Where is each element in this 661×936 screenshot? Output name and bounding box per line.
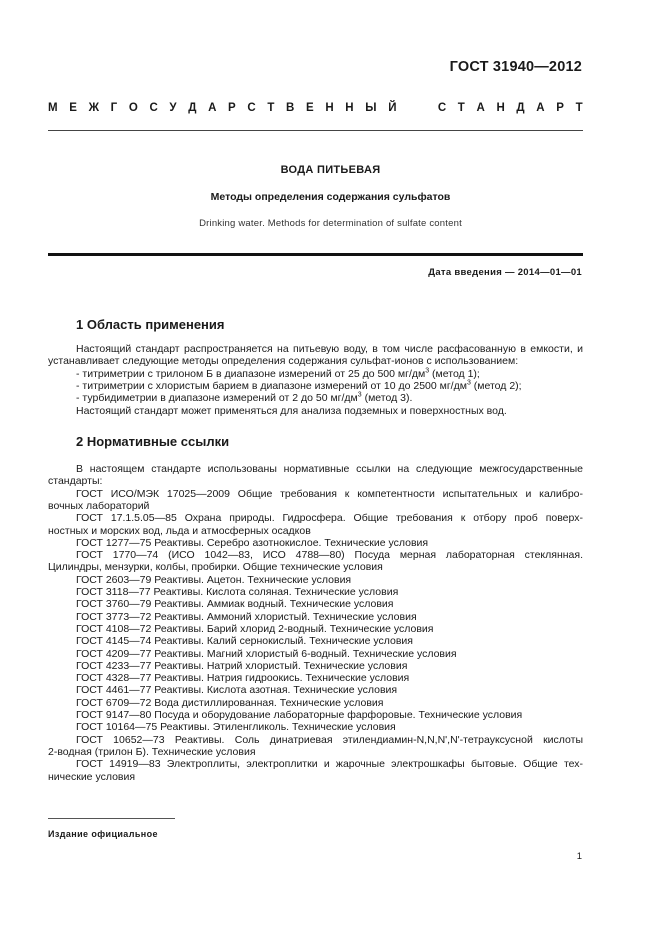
document-title: ВОДА ПИТЬЕВАЯ <box>280 164 381 176</box>
banner-letter: Т <box>457 102 465 114</box>
reference-line: ГОСТ 4233—77 Реактивы. Натрий хлористый. Технические условия <box>76 659 408 672</box>
banner-letter: Н <box>345 102 354 114</box>
footer-divider <box>48 818 175 819</box>
reference-line: ностных и морских вод, льда и атмосферных осадков <box>48 524 311 537</box>
reference-line: ГОСТ 9147—80 Посуда и оборудование лабораторные фарфоровые. Технические условия <box>76 709 523 721</box>
reference-line: ГОСТ 4461—77 Реактивы. Кислота азотная. Технические условия <box>76 684 398 697</box>
banner-letter: Н <box>325 102 334 114</box>
reference-line: ГОСТ 4209—77 Реактивы. Магний хлористый 6-водный. Технические условия <box>76 647 457 660</box>
body-line: Настоящий стандарт может применяться для анализа подземных и поверхностных вод. <box>76 404 507 417</box>
reference-line: ГОСТ ИСО/МЭК 17025—2009 Общие требования к компетентности испытательных и калибро- <box>76 487 583 500</box>
banner-letter: В <box>286 102 295 114</box>
banner-letter <box>423 102 426 114</box>
document-id: ГОСТ 31940—2012 <box>449 59 582 75</box>
reference-line: ГОСТ 14919—83 Электроплиты, электроплитки и жарочные электрошкафы бытовые. Общие тех- <box>76 758 583 771</box>
official-edition-label: Издание официальное <box>48 829 158 839</box>
introduction-date: Дата введения — 2014—01—01 <box>428 267 582 278</box>
body-line: стандарты: <box>48 475 103 488</box>
banner-letter: С <box>437 102 447 114</box>
method-suffix: (метод 2); <box>470 379 522 392</box>
banner-letter: У <box>169 102 177 114</box>
body-line: устанавливает следующие методы определения содержания сульфат-ионов с использованием: <box>48 355 519 368</box>
list-item-text: - титриметрии с трилоном Б в диапазоне измерений от 25 до 500 мг/дм <box>76 367 426 380</box>
reference-line: ГОСТ 4145—74 Реактивы. Калий сернокислый. Технические условия <box>76 635 413 648</box>
banner-letter: Т <box>575 102 583 114</box>
english-title: Drinking water. Methods for determination of sulfate content <box>199 218 462 229</box>
reference-line: ГОСТ 1277—75 Реактивы. Серебро азотнокислое. Технические условия <box>76 536 429 549</box>
banner-letter: А <box>208 102 217 114</box>
method-suffix: (метод 1); <box>429 367 480 380</box>
banner-letter: Ы <box>365 102 377 114</box>
unit-superscript: 3 <box>357 391 362 399</box>
unit-superscript: 3 <box>425 367 430 375</box>
banner-letter: Д <box>516 102 525 114</box>
title-divider <box>48 253 583 256</box>
standard-banner <box>48 102 583 114</box>
header-divider <box>48 130 583 131</box>
section-1-heading: 1 Область применения <box>76 317 225 332</box>
document-subtitle: Методы определения содержания сульфатов <box>210 191 451 203</box>
list-item <box>76 392 412 404</box>
list-item-text: - титриметрии с хлористым барием в диапазоне измерений от 10 до 2500 мг/дм <box>76 379 467 392</box>
reference-line: ГОСТ 1770—74 (ИСО 1042—83, ИСО 4788—80) Посуда мерная лабораторная стеклянная. <box>76 549 583 562</box>
list-item <box>76 380 522 392</box>
reference-line: ГОСТ 3118—77 Реактивы. Кислота соляная. Технические условия <box>76 586 399 598</box>
list-item <box>76 368 480 380</box>
banner-letter <box>408 102 411 114</box>
banner-letter: А <box>536 102 545 114</box>
reference-line: ГОСТ 3773—72 Реактивы. Аммоний хлористый. Технические условия <box>76 610 417 623</box>
reference-line: ГОСТ 10164—75 Реактивы. Этиленгликоль. Технические условия <box>76 721 396 734</box>
page-number: 1 <box>576 851 582 862</box>
reference-line: ГОСТ 2603—79 Реактивы. Ацетон. Технические условия <box>76 573 352 586</box>
method-suffix: (метод 3). <box>361 392 413 405</box>
banner-letter: Д <box>188 102 197 114</box>
reference-line: ГОСТ 3760—79 Реактивы. Аммиак водный. Технические условия <box>76 598 394 611</box>
banner-letter: О <box>128 102 138 114</box>
banner-letter: Р <box>228 102 236 114</box>
banner-letter: М <box>48 102 58 114</box>
banner-letter: Т <box>267 102 275 114</box>
reference-line: ГОСТ 4108—72 Реактивы. Барий хлорид 2-водный. Технические условия <box>76 622 434 635</box>
reference-line: вочных лабораторий <box>48 499 150 512</box>
banner-letter: Е <box>69 102 77 114</box>
reference-line: ГОСТ 10652—73 Реактивы. Соль динатриевая этилендиамин-N,N,N',N'-тетрауксусной кислоты <box>76 733 583 746</box>
unit-superscript: 3 <box>466 379 471 387</box>
list-item-text: - турбидиметрии в диапазоне измерений от 2 до 50 мг/дм <box>76 392 358 405</box>
body-line: В настоящем стандарте использованы нормативные ссылки на следующие межгосударственные <box>76 463 583 475</box>
banner-letter: Ж <box>88 102 99 114</box>
reference-line: ГОСТ 6709—72 Вода дистиллированная. Технические условия <box>76 696 384 709</box>
reference-line: нические условия <box>48 770 136 783</box>
banner-letter: Р <box>556 102 564 114</box>
banner-letter: А <box>476 102 485 114</box>
banner-letter: Е <box>306 102 314 114</box>
reference-line: ГОСТ 4328—77 Реактивы. Натрия гидроокись. Технические условия <box>76 672 410 685</box>
reference-line: 2-водная (трилон Б). Технические условия <box>48 745 256 758</box>
section-2-heading: 2 Нормативные ссылки <box>76 434 230 449</box>
banner-letter: Г <box>110 102 118 114</box>
banner-letter: Н <box>496 102 505 114</box>
reference-line: Цилиндры, мензурки, колбы, пробирки. Общие технические условия <box>48 561 383 574</box>
banner-letter: С <box>247 102 256 114</box>
body-line: Настоящий стандарт распространяется на питьевую воду, в том числе расфасованную в емкости, и <box>76 343 583 355</box>
banner-letter: С <box>149 102 158 114</box>
banner-letter: Й <box>388 102 397 114</box>
reference-line: ГОСТ 17.1.5.05—85 Охрана природы. Гидросфера. Общие требования к отбору проб поверх- <box>76 512 583 525</box>
